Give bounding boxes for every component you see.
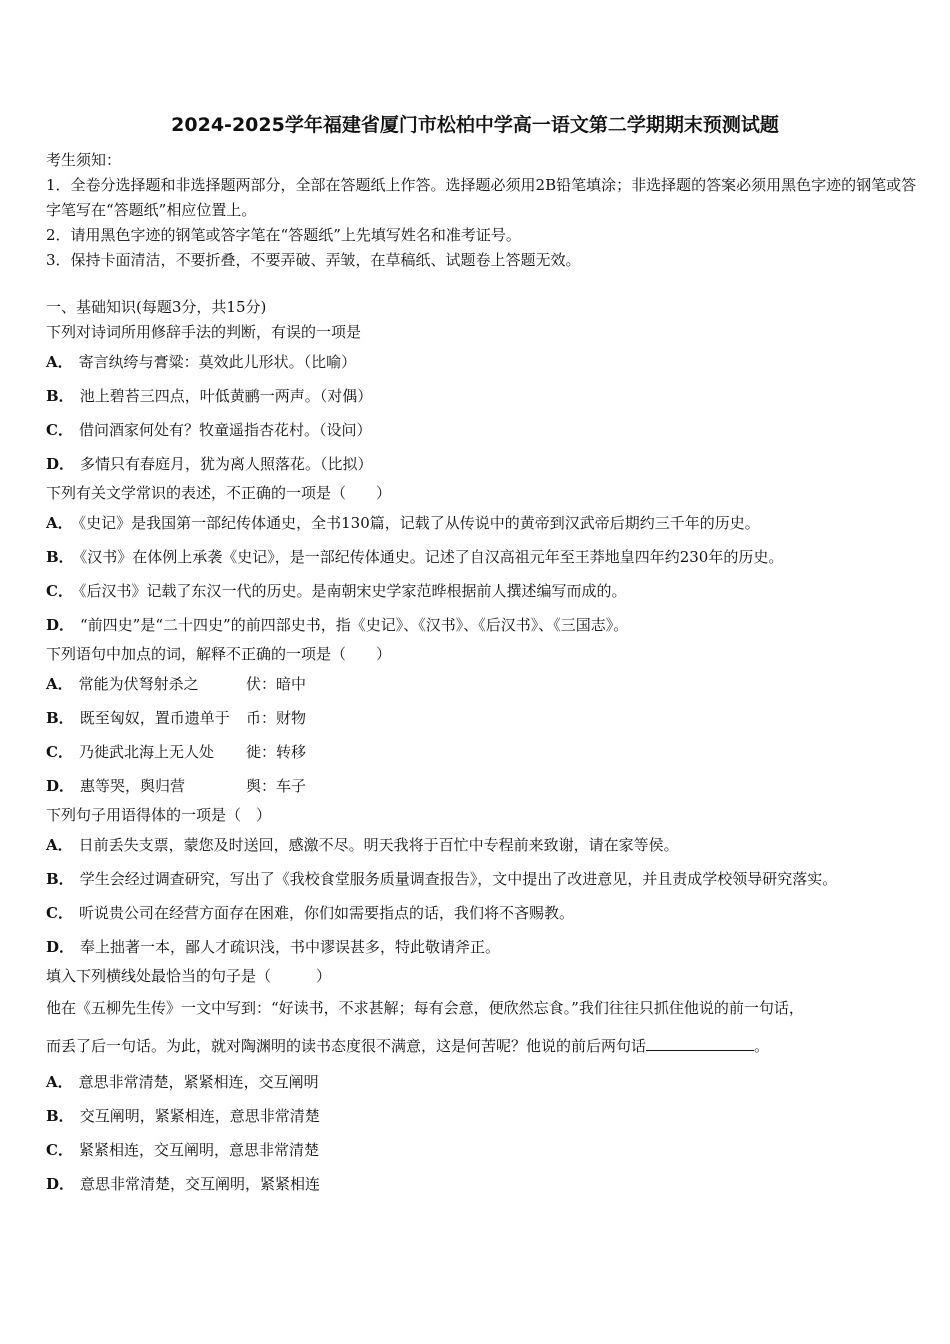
question-1-option-c[interactable]: C． 借问酒家何处有？牧童遥指杏花村。（设问） — [46, 421, 372, 439]
question-5-option-a[interactable]: A． 意思非常清楚，紧紧相连，交互阐明 — [46, 1073, 319, 1091]
question-4-option-b[interactable]: B． 学生会经过调查研究，写出了《我校食堂服务质量调查报告》，文中提出了改进意见，并且责成学校领导研究落实。 — [46, 870, 838, 888]
question-4-option-c[interactable]: C． 听说贵公司在经营方面存在困难，你们如需要指点的话，我们将不吝赐教。 — [46, 904, 574, 922]
question-4-stem: 下列句子用语得体的一项是（ ） — [46, 806, 272, 824]
question-2-option-b[interactable]: B． 《汉书》在体例上承袭《史记》，是一部纪传体通史。记述了自汉高祖元年至王莽地皇四年约230年的历史。 — [46, 548, 784, 566]
question-2-option-d[interactable]: D． “前四史”是“二十四史”的前四部史书，指《史记》、《汉书》、《后汉书》、《三国志》。 — [46, 616, 629, 634]
question-3-option-d[interactable]: D． 惠等哭，舆归营 舆：车子 — [46, 777, 307, 795]
option-gloss: 徙：转移 — [246, 743, 307, 761]
section-basic-knowledge — [46, 295, 920, 1201]
option-gloss: 币：财物 — [246, 709, 307, 727]
question-5-option-c[interactable]: C． 紧紧相连，交互阐明，意思非常清楚 — [46, 1141, 319, 1159]
question-3-option-c[interactable]: C． 乃徙武北海上无人处 徙：转移 — [46, 743, 307, 761]
question-1-stem: 下列对诗词所用修辞手法的判断，有误的一项是 — [46, 323, 362, 341]
question-5-option-d[interactable]: D． 意思非常清楚，交互阐明，紧紧相连 — [46, 1175, 321, 1193]
question-3-option-b[interactable]: B． 既至匈奴，置币遗单于 币：财物 — [46, 709, 307, 727]
option-gloss: 舆：车子 — [246, 777, 307, 795]
exam-title: 2024-2025学年福建省厦门市松柏中学高一语文第二学期期末预测试题 — [171, 114, 779, 136]
candidate-notice — [46, 148, 920, 273]
question-5-option-b[interactable]: B． 交互阐明，紧紧相连，意思非常清楚 — [46, 1107, 320, 1125]
question-2-option-c[interactable]: C． 《后汉书》记载了东汉一代的历史。是南朝宋史学家范晔根据前人撰述编写而成的。 — [46, 582, 627, 600]
section-heading: 一、基础知识(每题3分，共15分) — [46, 298, 267, 316]
question-2-stem: 下列有关文学常识的表述，不正确的一项是（ ） — [46, 484, 392, 502]
question-2-option-a[interactable]: A． 《史记》是我国第一部纪传体通史，全书130篇，记载了从传说中的黄帝到汉武帝后期约三千年的历史。 — [46, 514, 760, 532]
notice-item: 3．保持卡面清洁，不要折叠，不要弄破、弄皱，在草稿纸、试题卷上答题无效。 — [46, 251, 581, 269]
option-gloss: 伏：暗中 — [246, 675, 307, 693]
answer-blank[interactable] — [646, 1035, 754, 1051]
question-1-option-d[interactable]: D． 多情只有春庭月，犹为离人照落花。（比拟） — [46, 455, 373, 473]
question-3-stem: 下列语句中加点的词，解释不正确的一项是（ ） — [46, 645, 392, 663]
notice-heading: 考生须知： — [46, 151, 122, 169]
question-5-passage-line: 他在《五柳先生传》一文中写到：“好读书，不求甚解；每有会意，便欣然忘食。”我们往往只抓住他说的前一句话， — [46, 999, 804, 1017]
question-4-option-a[interactable]: A． 日前丢失支票，蒙您及时送回，感激不尽。明天我将于百忙中专程前来致谢，请在家等侯。 — [46, 836, 679, 854]
question-5-passage-line: 而丢了后一句话。为此，就对陶渊明的读书态度很不满意，这是何苦呢？他说的前后两句话 。 — [46, 1037, 770, 1055]
notice-item: 1．全卷分选择题和非选择题两部分，全部在答题纸上作答。选择题必须用2B铅笔填涂；非选择题的答案必须用黑色字迹的钢笔或答字笔写在“答题纸”相应位置上。 — [46, 176, 917, 219]
notice-item: 2．请用黑色字迹的钢笔或答字笔在“答题纸”上先填写姓名和准考证号。 — [46, 226, 521, 244]
question-1-option-a[interactable]: A． 寄言纨绔与膏粱：莫效此儿形状。（比喻） — [46, 353, 357, 371]
question-4-option-d[interactable]: D． 奉上拙著一本，鄙人才疏识浅，书中谬误甚多，特此敬请斧正。 — [46, 938, 501, 956]
question-3-option-a[interactable]: A． 常能为伏弩射杀之 伏：暗中 — [46, 675, 307, 693]
question-1-option-b[interactable]: B． 池上碧苔三四点，叶低黄鹂一两声。（对偶） — [46, 387, 373, 405]
question-5-stem: 填入下列横线处最恰当的句子是（ ） — [46, 967, 332, 985]
